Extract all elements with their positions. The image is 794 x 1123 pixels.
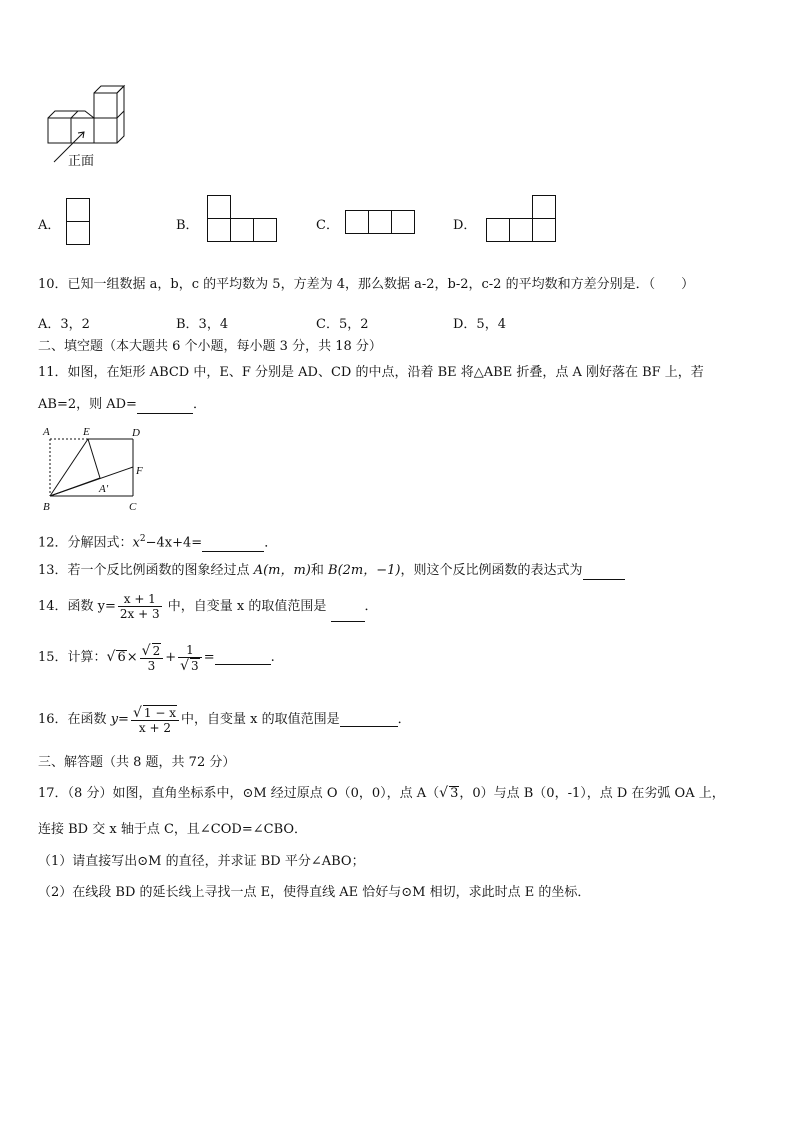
q15-plus: + xyxy=(165,650,177,665)
q10-option-a: A．3，2 xyxy=(38,317,90,332)
q15-end: . xyxy=(270,650,275,665)
q10-option-b: B．3，4 xyxy=(176,317,229,332)
q12-answer-blank xyxy=(202,537,264,552)
section-2-title: 二、填空题（本大题共 6 个小题，每小题 3 分，共 18 分） xyxy=(38,339,382,354)
q14-end: ． xyxy=(364,599,378,614)
q15-fraction-2-numerator: 1 xyxy=(178,643,202,658)
q14-question xyxy=(38,592,378,622)
q17-part-1: （1）请直接写出⊙M 的直径，并求证 BD 平分∠ABO； xyxy=(38,854,365,869)
q13-answer-blank xyxy=(583,565,625,580)
q15-fraction-2-denominator: √ 3 xyxy=(180,657,199,674)
q14-fraction xyxy=(118,592,162,621)
q16-prefix: 16．在函数 xyxy=(38,712,111,727)
q15-radical-sign: √ xyxy=(106,649,116,665)
q16-denominator: x + 2 xyxy=(138,720,171,735)
q15-fraction-2 xyxy=(178,643,202,673)
q16-fraction xyxy=(131,705,179,735)
q15-radicand-6: 6 xyxy=(117,650,126,665)
q17-radical-sign: √ xyxy=(439,785,449,801)
q9-option-d-figure xyxy=(486,195,558,245)
q11-line-2-end: ． xyxy=(192,397,206,412)
q12-end: ． xyxy=(264,535,278,551)
q11-label-a-prime: A′ xyxy=(99,483,109,495)
q14-denominator: 2x + 3 xyxy=(119,607,160,621)
q15-equals: = xyxy=(203,650,215,665)
q17-line-1b: ，0）与点 B（0，-1），点 D 在劣弧 OA 上， xyxy=(459,786,725,801)
q15-times: × xyxy=(126,650,138,665)
q11-rectangle-figure xyxy=(38,422,158,514)
q16-suffix: 中，自变量 x 的取值范围是 xyxy=(180,712,340,727)
q14-numerator: x + 1 xyxy=(118,592,162,607)
q17-radicand: 3 xyxy=(450,786,459,801)
q11-line-1: 11．如图，在矩形 ABCD 中，E、F 分别是 AD、CD 的中点，沿着 BE 将△ABE 折叠，点 A 刚好落在 BF 上，若 xyxy=(38,365,704,380)
q15-question xyxy=(38,640,275,676)
q17-line-2: 连接 BD 交 x 轴于点 C，且∠COD=∠CBO． xyxy=(38,822,308,837)
q13-suffix: ，则这个反比例函数的表达式为 xyxy=(400,563,583,578)
q9-option-a-figure xyxy=(66,198,92,246)
q9-option-b-label: B． xyxy=(176,218,199,233)
q11-label-f: F xyxy=(136,465,143,477)
q16-end: ． xyxy=(397,712,411,727)
q11-label-a: A xyxy=(43,426,50,438)
q13-point-b: B(2m，−1) xyxy=(328,563,401,578)
q16-numerator: √ 1 − x xyxy=(131,705,179,721)
q15-prefix: 15．计算： xyxy=(38,650,107,665)
q10-question: 10．已知一组数据 a，b，c 的平均数为 5，方差为 4，那么数据 a-2，b-2，c-2 的平均数和方差分别是．（ ） xyxy=(38,277,695,292)
q11-answer-blank xyxy=(137,399,193,414)
q15-fraction-1-denominator: 3 xyxy=(147,658,156,673)
q17-line-1a: 17．（8 分）如图，直角坐标系中，⊙M 经过原点 O（0，0），点 A（ xyxy=(38,786,440,801)
q10-option-d: D．5，4 xyxy=(453,317,506,332)
q9-option-a-label: A． xyxy=(38,218,61,233)
q15-fraction-1 xyxy=(140,643,164,673)
q16-y: y xyxy=(110,712,119,727)
q9-option-b-figure xyxy=(207,195,279,245)
q12-prefix: 12．分解因式： xyxy=(38,535,133,551)
q12-expr-exponent: 2 xyxy=(139,534,146,544)
q9-option-d-label: D． xyxy=(453,218,477,233)
q16-question xyxy=(38,701,411,739)
q9-option-c-label: C． xyxy=(316,218,339,233)
q11-label-e: E xyxy=(83,426,90,438)
q11-line-2 xyxy=(38,396,206,414)
section-3-title: 三、解答题（共 8 题，共 72 分） xyxy=(38,755,236,770)
q12-expr-x: x xyxy=(132,535,140,551)
q10-option-c: C．5，2 xyxy=(316,317,369,332)
q13-question xyxy=(38,562,625,580)
q14-suffix: 中，自变量 x 的取值范围是 xyxy=(163,599,331,614)
q11-label-b: B xyxy=(43,501,50,513)
q15-answer-blank xyxy=(215,650,271,665)
q9-option-c-figure xyxy=(345,210,417,236)
q13-prefix: 13．若一个反比例函数的图象经过点 xyxy=(38,563,254,578)
q16-eq: = xyxy=(118,712,129,727)
q12-question xyxy=(38,530,277,552)
q14-answer-blank xyxy=(331,607,365,622)
q17-part-2: （2）在线段 BD 的延长线上寻找一点 E，使得直线 AE 恰好与⊙M 相切，求此时点 E 的坐标． xyxy=(38,885,591,900)
q15-fraction-1-numerator: √ 2 xyxy=(140,643,164,659)
q14-prefix: 14．函数 y= xyxy=(38,599,116,614)
q11-line-2-text: AB=2，则 AD= xyxy=(38,397,137,412)
q11-label-c: C xyxy=(129,501,137,513)
q11-label-d: D xyxy=(132,427,140,439)
q13-mid: 和 xyxy=(310,563,329,578)
q12-expr-rest: −4x+4= xyxy=(145,535,203,551)
q13-point-a: A(m，m) xyxy=(253,563,311,578)
q17-line-1 xyxy=(38,785,725,803)
q16-answer-blank xyxy=(340,712,398,727)
front-view-label: 正面 xyxy=(68,154,95,169)
